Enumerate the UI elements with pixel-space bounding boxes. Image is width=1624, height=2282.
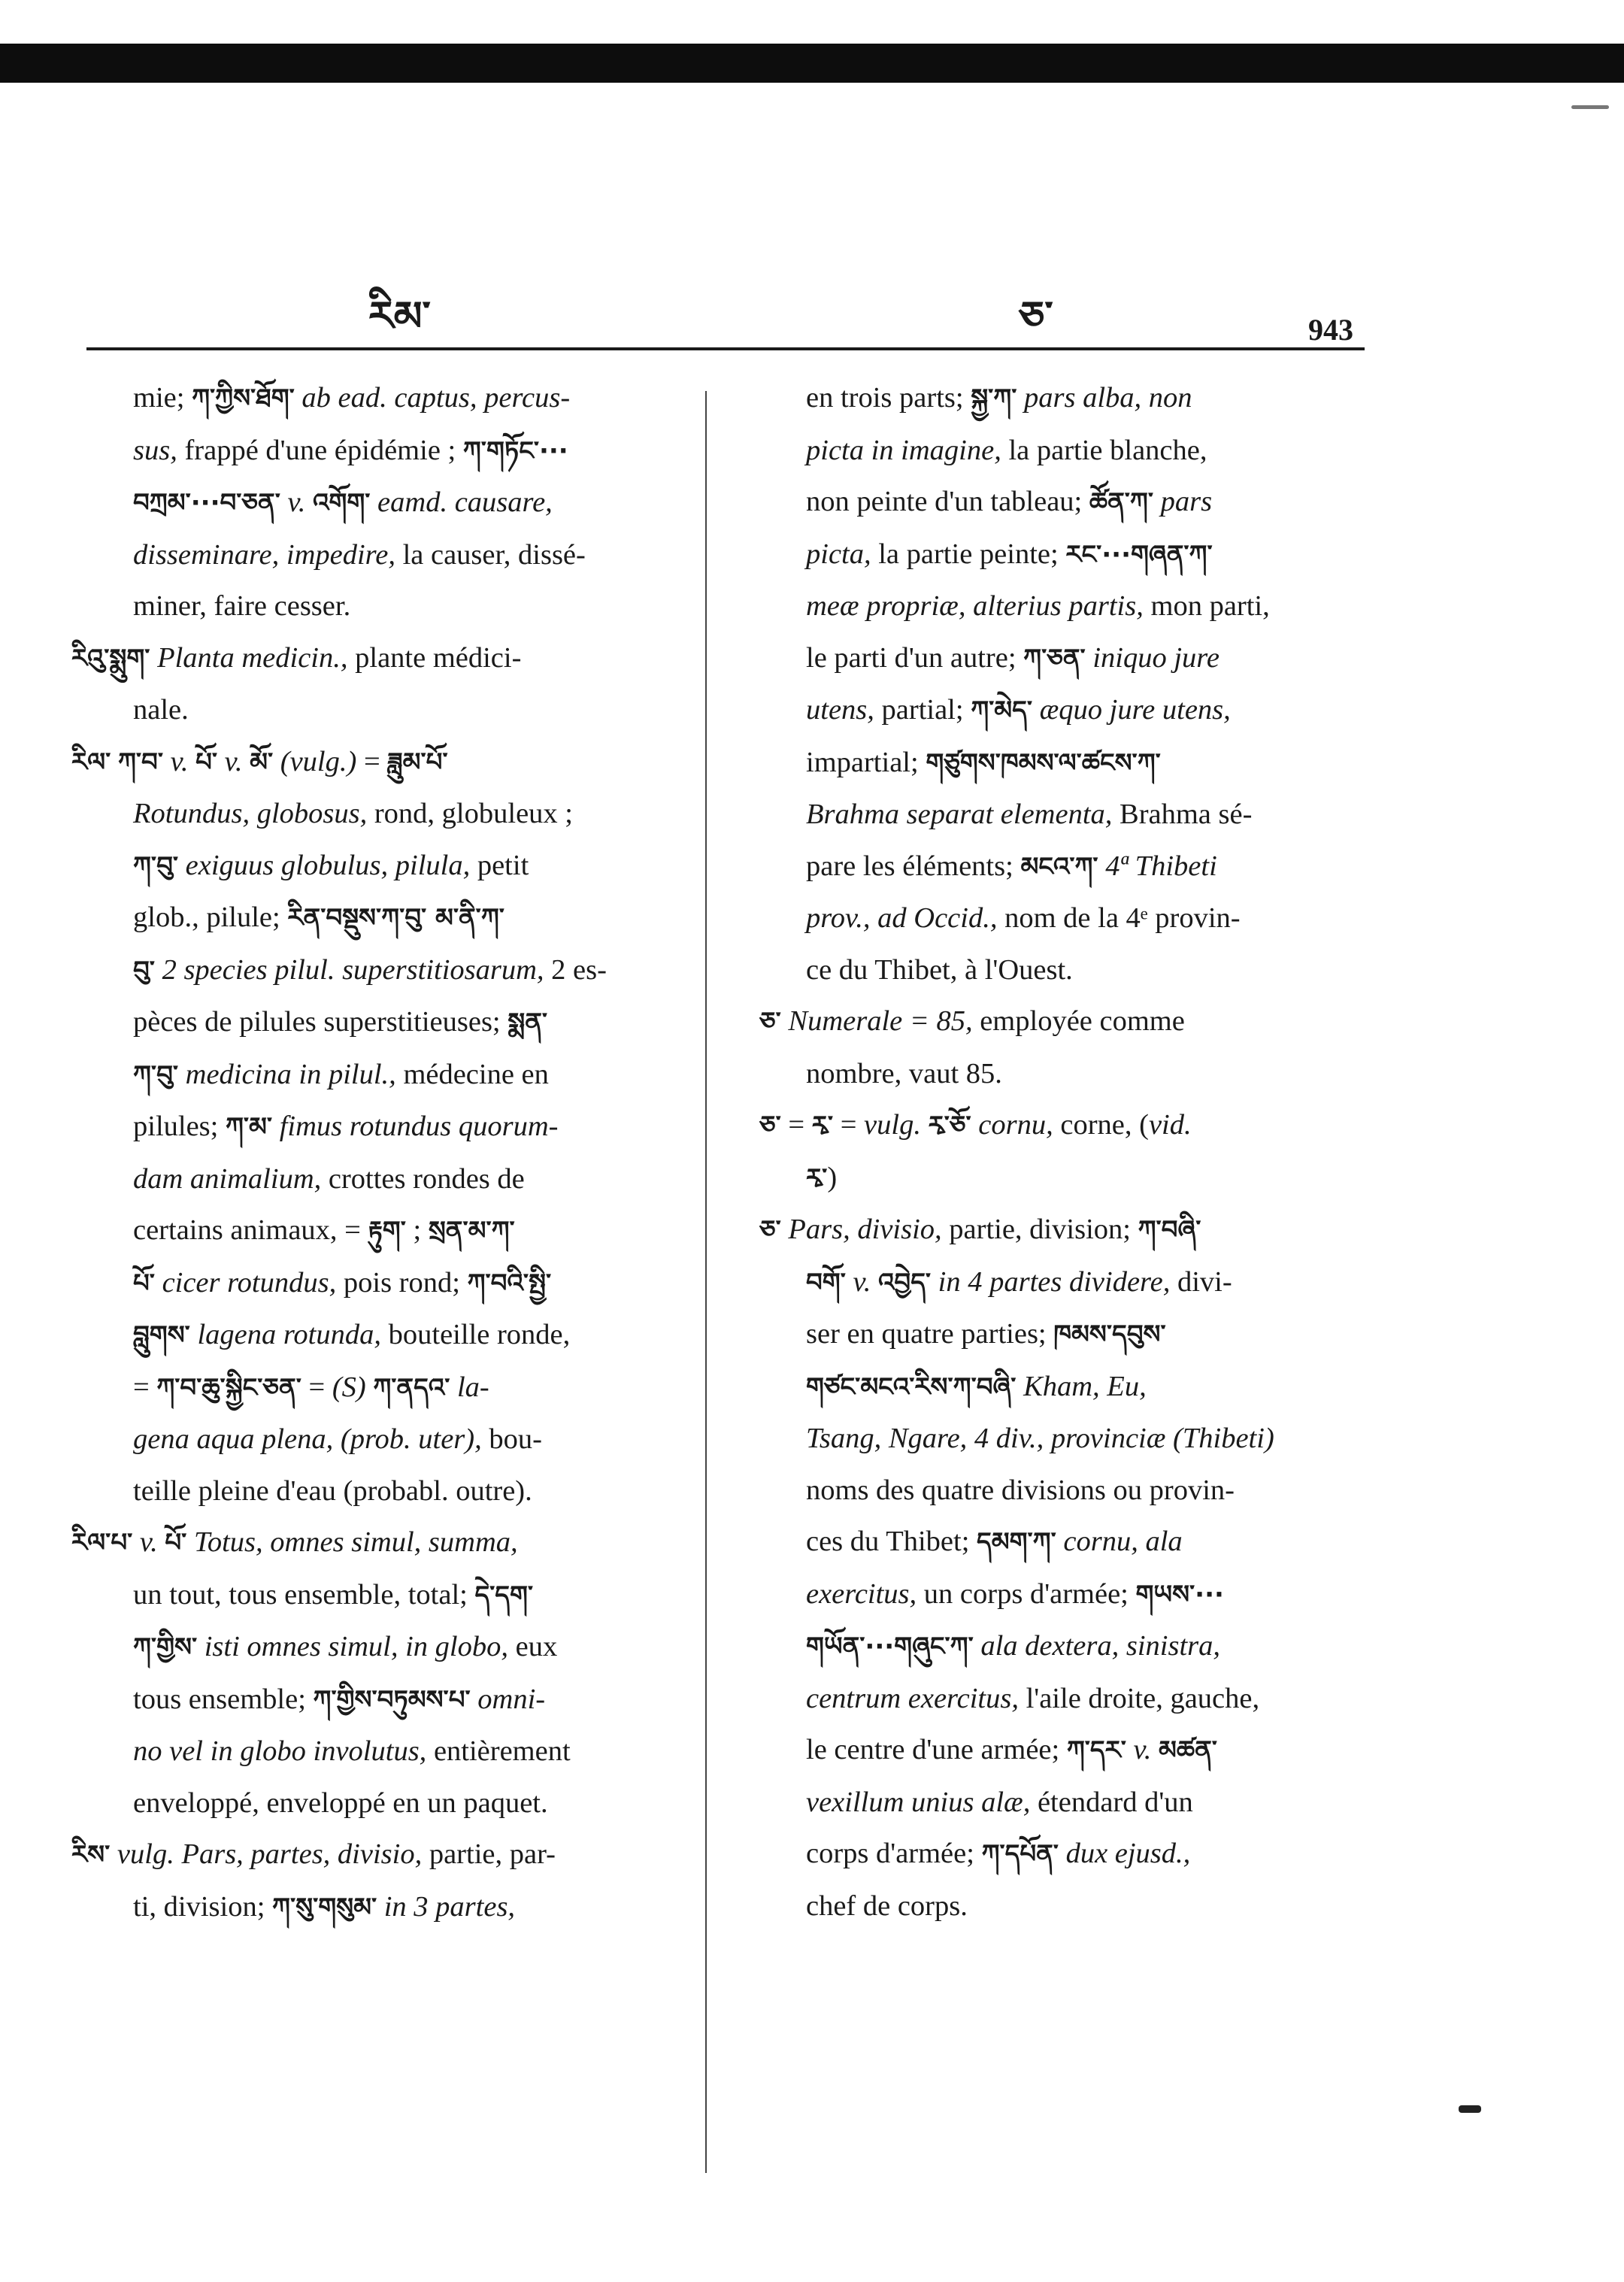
latin-text: Pars, divisio,	[780, 1214, 942, 1245]
tibetan-text: ཀ་སུ་གསུམ་	[272, 1892, 377, 1923]
dictionary-line	[759, 1724, 1353, 1777]
latin-text: isti omnes simul, in globo,	[197, 1631, 509, 1662]
french-text: =	[301, 1371, 332, 1403]
tibetan-text: ཅ་	[759, 1215, 781, 1245]
latin-text: dux ejusd.,	[1058, 1838, 1191, 1869]
page-number: 943	[1308, 313, 1353, 347]
latin-text: disseminare, impedire,	[133, 538, 395, 571]
dictionary-line	[759, 1048, 1353, 1100]
header-rule	[86, 347, 1365, 350]
scan-mark-bottom	[1459, 2105, 1481, 2113]
french-text: ce du Thibet, à l'Ouest.	[806, 953, 1073, 986]
scan-mark-top	[1571, 105, 1609, 109]
dictionary-line	[759, 1256, 1353, 1309]
tibetan-text: རིའུ་སྨུག་	[71, 643, 150, 674]
french-text: miner, faire cesser.	[133, 590, 351, 622]
latin-text: v.	[280, 486, 313, 518]
french-text: le centre d'une armée;	[806, 1734, 1067, 1765]
latin-text: v.	[1126, 1734, 1159, 1765]
latin-text: pars alba, non	[1017, 382, 1192, 414]
tibetan-text: རིན་བསྡུས་ཀ་བུ་ མ་ནི་ཀ་	[287, 903, 504, 933]
french-text: =	[363, 745, 388, 777]
french-text: certains animaux, =	[133, 1214, 368, 1246]
tibetan-text: ཀ་བུ་	[133, 850, 179, 881]
french-text: le parti d'un autre;	[806, 641, 1024, 674]
dictionary-line	[71, 477, 695, 529]
dictionary-line	[759, 684, 1353, 737]
tibetan-text: ཀ་ནདའ་	[373, 1372, 450, 1403]
tibetan-text: རིལ་	[71, 747, 111, 777]
tibetan-text: ཅ་	[759, 1007, 781, 1037]
latin-text: no vel in globo involutus,	[133, 1735, 427, 1767]
french-text: partie, par-	[422, 1838, 556, 1870]
latin-text: ab ead. captus, percus-	[294, 382, 571, 414]
dictionary-line	[759, 1516, 1353, 1568]
latin-text: (vulg.)	[273, 745, 364, 777]
latin-text: la-	[450, 1371, 489, 1403]
french-text: frappé d'une épidémie ;	[177, 434, 463, 466]
latin-text: fimus rotundus quorum-	[272, 1111, 559, 1142]
tibetan-text: བུ་	[133, 955, 155, 986]
french-text: corne, (	[1053, 1109, 1149, 1141]
dictionary-line	[71, 580, 695, 632]
tibetan-text: དེ་དག་	[474, 1580, 534, 1611]
dictionary-line	[759, 476, 1353, 529]
latin-text: Numerale = 85,	[780, 1005, 973, 1037]
latin-text: in 3 partes,	[377, 1890, 516, 1923]
dictionary-line	[759, 996, 1353, 1048]
dictionary-line	[71, 1153, 695, 1205]
french-text: l'aile droite, gauche,	[1018, 1682, 1260, 1714]
latin-text: vulg. Pars, partes, divisio,	[110, 1838, 423, 1870]
french-text: 2 es-	[544, 953, 607, 986]
dictionary-line	[71, 425, 695, 477]
dictionary-line	[759, 1568, 1353, 1621]
dictionary-line	[71, 1621, 695, 1674]
tibetan-text: མཚན་	[1159, 1735, 1217, 1765]
latin-text: Totus, omnes simul, summa,	[186, 1526, 518, 1558]
tibetan-text: པོ་	[133, 1268, 155, 1299]
latin-text: centrum exercitus,	[806, 1682, 1019, 1714]
tibetan-text: འགོག་	[312, 488, 371, 518]
tibetan-text: བླུགས་	[133, 1320, 190, 1350]
french-text: noms des quatre divisions ou provin-	[806, 1474, 1235, 1506]
tibetan-text: མོ་	[250, 747, 274, 777]
french-text: rond, globuleux ;	[367, 798, 573, 829]
latin-text: v.	[162, 745, 196, 777]
latin-text: vexillum unius alæ,	[806, 1786, 1031, 1818]
french-text: entièrement	[426, 1735, 571, 1767]
french-text: chef de corps.	[806, 1890, 968, 1922]
french-text: ces du Thibet;	[806, 1526, 977, 1557]
tibetan-text: ཀ་གཏོང་···	[462, 435, 568, 466]
tibetan-text: ཟླུམ་པོ་	[387, 747, 448, 777]
latin-text: (S)	[332, 1371, 374, 1403]
tibetan-text: ཀ་ཀྱིས་ཐོག་	[192, 383, 295, 414]
latin-text: in 4 partes dividere,	[931, 1265, 1171, 1298]
latin-text: cornu,	[971, 1109, 1053, 1141]
french-text: ti, division;	[133, 1890, 273, 1923]
french-text: bou-	[481, 1423, 542, 1455]
french-text: corps d'armée;	[806, 1838, 982, 1869]
latin-text: picta,	[806, 538, 871, 570]
dictionary-line	[71, 1205, 695, 1257]
tibetan-text: བཀྲམ་···བ་ཅན་	[133, 488, 280, 518]
dictionary-line	[71, 1829, 695, 1881]
dictionary-line	[71, 632, 695, 685]
french-text: partie, division;	[941, 1214, 1138, 1245]
french-text: un tout, tous ensemble, total;	[133, 1578, 475, 1611]
french-text: pare les éléments;	[806, 850, 1021, 882]
latin-text: vulg.	[864, 1109, 929, 1141]
dictionary-line	[71, 1674, 695, 1726]
french-text: crottes rondes de	[321, 1162, 525, 1195]
tibetan-text: ཀ་བུ་	[133, 1059, 179, 1090]
dictionary-line	[759, 841, 1353, 893]
dictionary-line	[71, 1414, 695, 1465]
latin-text: ala dextera, sinistra,	[973, 1630, 1221, 1662]
dictionary-line	[759, 580, 1353, 632]
latin-text: exercitus,	[806, 1577, 917, 1610]
french-text: la causer, dissé-	[395, 538, 586, 571]
tibetan-text: སྲན་མ་ཀ་	[428, 1216, 515, 1246]
dictionary-line	[759, 1465, 1353, 1517]
dictionary-line	[759, 944, 1353, 996]
dictionary-line	[759, 1620, 1353, 1673]
dictionary-line	[71, 788, 695, 840]
tibetan-text: གཡོན་···གཞུང་ཀ་	[806, 1632, 974, 1662]
french-text: =	[833, 1109, 865, 1141]
tibetan-text: ཀ་བཞི་	[1138, 1215, 1201, 1245]
dictionary-line	[71, 1101, 695, 1153]
dictionary-line	[759, 1361, 1353, 1414]
tibetan-text: རང་···གཞན་ཀ་	[1065, 539, 1213, 570]
latin-text: sus,	[133, 434, 177, 466]
dictionary-line	[71, 1309, 695, 1362]
dictionary-line	[759, 372, 1353, 425]
french-text: =	[780, 1109, 812, 1141]
french-text: nom de la 4ᵉ provin-	[997, 902, 1241, 934]
french-text: plante médici-	[347, 641, 522, 674]
right-column	[759, 372, 1353, 1932]
dictionary-line	[71, 1777, 695, 1829]
dictionary-line	[759, 1828, 1353, 1880]
dictionary-line	[759, 789, 1353, 841]
tibetan-text: དམག་ཀ་	[977, 1527, 1056, 1557]
dictionary-line	[71, 1881, 695, 1934]
tibetan-text: གཙང་མངའ་རིས་ཀ་བཞི་	[806, 1371, 1017, 1402]
latin-text: Kham, Eu,	[1016, 1370, 1147, 1402]
dictionary-line	[71, 1049, 695, 1102]
french-text: Brahma sé-	[1112, 799, 1253, 830]
french-text: ;	[405, 1214, 429, 1246]
dictionary-line	[71, 1569, 695, 1622]
french-text: mie;	[133, 382, 192, 414]
dictionary-line	[71, 1726, 695, 1777]
latin-text: v.	[132, 1526, 165, 1558]
french-text: teille pleine d'eau (probabl. outre).	[133, 1474, 532, 1507]
tibetan-text: ཀ་ཅན་	[1023, 643, 1086, 674]
french-text: mon parti,	[1143, 590, 1270, 622]
latin-text: meæ propriæ, alterius partis,	[806, 590, 1144, 622]
french-text: nombre, vaut 85.	[806, 1057, 1002, 1089]
dictionary-line	[759, 1308, 1353, 1361]
running-head-center: ཅ་	[1019, 292, 1053, 340]
latin-text: Tsang, Ngare, 4 div., provinciæ (Thibeti)	[806, 1423, 1274, 1454]
tibetan-text: པོ་	[195, 747, 218, 777]
tibetan-text: ཀ་དཔོན་	[981, 1839, 1059, 1869]
column-divider	[705, 391, 707, 2173]
french-text: enveloppé, enveloppé en un paquet.	[133, 1787, 548, 1819]
tibetan-text: ཀ་མ་	[225, 1112, 273, 1142]
french-text: médecine en	[395, 1058, 549, 1090]
french-text: nale.	[133, 694, 189, 726]
french-text: impartial;	[806, 746, 926, 778]
dictionary-line	[71, 1362, 695, 1414]
dictionary-line	[71, 372, 695, 425]
dictionary-line	[759, 1152, 1353, 1205]
latin-text: æquo jure utens,	[1032, 694, 1231, 726]
latin-text: exiguus globulus, pilula,	[178, 849, 471, 881]
dictionary-line	[71, 944, 695, 997]
dictionary-line	[759, 529, 1353, 581]
dictionary-line	[71, 996, 695, 1049]
french-text: petit	[470, 849, 529, 881]
dictionary-line	[71, 892, 695, 944]
latin-text: v.	[845, 1265, 878, 1298]
french-text: non peinte d'un tableau;	[806, 486, 1089, 517]
dictionary-line	[71, 1257, 695, 1310]
french-text: étendard d'un	[1030, 1786, 1193, 1818]
latin-text: cornu, ala	[1056, 1526, 1183, 1557]
tibetan-text: ཀ་དར་	[1066, 1735, 1126, 1765]
dictionary-line	[759, 1673, 1353, 1725]
dictionary-line	[759, 737, 1353, 789]
tibetan-text: མངའ་ཀ་	[1020, 851, 1098, 882]
french-text	[111, 746, 118, 777]
tibetan-text: འབྱེད་	[877, 1267, 932, 1298]
latin-text: gena aqua plena, (prob. uter),	[133, 1423, 482, 1455]
french-text: employée comme	[972, 1005, 1185, 1037]
dictionary-line	[759, 1880, 1353, 1932]
tibetan-text: ཅ་	[759, 1111, 781, 1141]
dictionary-line	[71, 684, 695, 736]
tibetan-text: རིལ་པ་	[71, 1528, 133, 1558]
tibetan-text: ཀ་གྱིས་བཏུམས་པ་	[313, 1684, 471, 1715]
tibetan-text: རིས་	[71, 1840, 111, 1870]
french-text: pilules;	[133, 1111, 226, 1142]
tibetan-text: གཡས་···	[1135, 1579, 1224, 1610]
tibetan-text: རྭ་	[811, 1111, 834, 1141]
tibetan-text: རྟུག་	[368, 1216, 406, 1246]
latin-text: cicer rotundus,	[154, 1266, 337, 1299]
tibetan-text: ཀ་བའི་སྤྱི་	[467, 1268, 552, 1299]
dictionary-line	[759, 1099, 1353, 1152]
latin-text: dam animalium,	[133, 1162, 322, 1195]
latin-text: picta in imagine,	[806, 434, 1001, 466]
latin-text: utens,	[806, 694, 874, 726]
french-text: la partie peinte;	[871, 538, 1066, 570]
french-text: ser en quatre parties;	[806, 1318, 1054, 1350]
dictionary-line	[759, 1413, 1353, 1465]
french-text: la partie blanche,	[1001, 434, 1207, 466]
running-head-left: རིམ་	[368, 292, 431, 340]
dictionary-line	[71, 1517, 695, 1569]
tibetan-text: སྐྱ་ཀ་	[971, 383, 1017, 414]
latin-text: medicina in pilul.,	[178, 1058, 396, 1090]
scan-top-border	[0, 44, 1624, 83]
left-column	[71, 372, 695, 1933]
tibetan-text: ཀ་གྱིས་	[133, 1632, 198, 1662]
french-text: pèces de pilules superstitieuses;	[133, 1006, 508, 1038]
french-text: bouteille ronde,	[381, 1319, 571, 1350]
tibetan-text: གཙུགས་ཁམས་ལ་ཚངས་ཀ་	[926, 747, 1161, 778]
french-text: en trois parts;	[806, 382, 971, 414]
latin-text: v.	[217, 745, 250, 777]
tibetan-text: པོ་	[165, 1528, 187, 1558]
dictionary-line	[71, 529, 695, 581]
latin-text: Brahma separat elementa,	[806, 799, 1113, 830]
tibetan-text: རྭ་ཅོ་	[928, 1111, 971, 1141]
latin-text: prov., ad Occid.,	[806, 902, 998, 934]
french-text: tous ensemble;	[133, 1683, 314, 1715]
french-text: divi-	[1170, 1265, 1232, 1298]
latin-text: 4ª Thibeti	[1098, 850, 1217, 882]
french-text: =	[133, 1371, 157, 1403]
tibetan-text: ཀ་མེད་	[971, 696, 1032, 726]
dictionary-line	[759, 425, 1353, 477]
dictionary-line	[71, 840, 695, 892]
latin-text: lagena rotunda,	[189, 1319, 381, 1350]
latin-text: omni-	[470, 1683, 546, 1715]
latin-text: Planta medicin.,	[150, 641, 348, 674]
french-text: glob., pilule;	[133, 902, 288, 933]
french-text: partial;	[874, 694, 971, 726]
dictionary-line	[759, 1777, 1353, 1829]
tibetan-text: སྨན་	[508, 1008, 548, 1038]
tibetan-text: རྭ་	[806, 1162, 828, 1193]
tibetan-text: ཚོན་ཀ་	[1089, 487, 1153, 517]
latin-text: vid.	[1148, 1109, 1192, 1141]
dictionary-line	[759, 632, 1353, 685]
french-text: )	[827, 1161, 838, 1193]
latin-text: Rotundus, globosus,	[133, 798, 368, 829]
dictionary-line	[759, 892, 1353, 944]
dictionary-line	[71, 1465, 695, 1517]
french-text: pois rond;	[336, 1266, 468, 1299]
dictionary-line	[759, 1204, 1353, 1256]
latin-text: 2 species pilul. superstitiosarum,	[154, 953, 544, 986]
tibetan-text: ཀ་བ་ཆུ་སྐྱིང་ཅན་	[156, 1372, 301, 1403]
tibetan-text: བགོ་	[806, 1267, 846, 1298]
french-text: un corps d'armée;	[917, 1577, 1136, 1610]
french-text: eux	[508, 1631, 558, 1662]
tibetan-text: ཁམས་དབུས་	[1053, 1320, 1166, 1350]
latin-text: iniquo jure	[1085, 641, 1220, 674]
tibetan-text: ཀ་བ་	[117, 747, 163, 777]
latin-text: pars	[1153, 486, 1213, 517]
dictionary-line	[71, 736, 695, 789]
latin-text: eamd. causare,	[370, 486, 553, 518]
